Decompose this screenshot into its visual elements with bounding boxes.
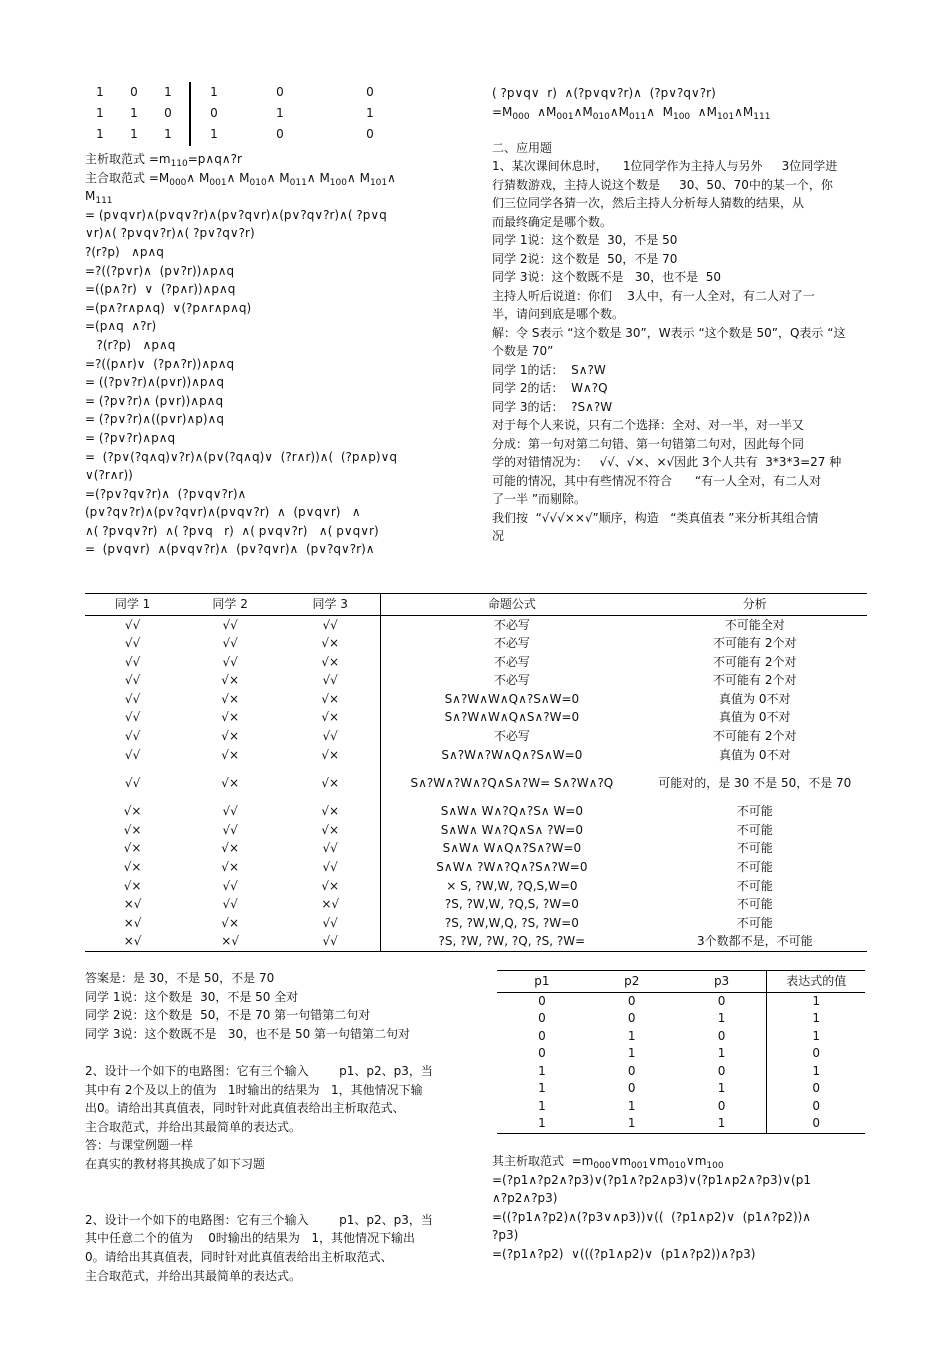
table-cell: 不可能 — [736, 878, 773, 893]
table-cell: 0 — [627, 1063, 636, 1078]
table-cell: 0 — [677, 992, 767, 1010]
table-cell: 1 — [627, 1028, 636, 1043]
table-cell: √× — [123, 878, 142, 893]
table-cell: √√ — [280, 615, 381, 634]
table-cell: √× — [123, 841, 142, 856]
table-cell: √√ — [280, 727, 381, 746]
table-row — [85, 82, 425, 103]
table-cell: 1 — [538, 1098, 546, 1113]
table-cell: √× — [221, 860, 239, 875]
table-cell: √× — [280, 821, 381, 840]
table-cell: √√ — [124, 673, 141, 688]
table-cell: 1 — [677, 1115, 767, 1133]
table-cell: 不必写 — [493, 673, 530, 688]
table-cell: 1 — [497, 1115, 587, 1133]
text-line: ∧( ?p∨q∨?r) ∧( ?p∨q r) ∧( p∨q∨?r) ∧( p∨q∨r) — [85, 523, 379, 538]
text-line: 可能的情况，其中有些情况不符合 “有一人全对，有二人对 — [492, 473, 822, 488]
table-row — [497, 1080, 865, 1098]
table-divider — [189, 82, 191, 146]
table-cell: 1 — [164, 85, 172, 100]
table-cell: ?S, ?W,W,Q, ?S, ?W=0 — [444, 915, 579, 930]
right-column-text — [492, 84, 872, 546]
text-line: 2、设计一个如下的电路图：它有三个输入 p1、p2、p3，当 — [85, 1063, 433, 1078]
text-line: 其中有 2个及以上的值为 1时输出的结果为 1，其他情况下输 — [85, 1082, 423, 1097]
column-header: p3 — [677, 971, 767, 993]
table-cell: √× — [221, 710, 239, 725]
table-cell: 0 — [767, 1115, 865, 1133]
table-row — [85, 653, 867, 672]
text-line: 同学 3的话： ?S∧?W — [492, 399, 613, 414]
table-cell: 1 — [130, 106, 138, 121]
text-line: =((?p1∧?p2)∧(?p3∨∧p3))∨(( (?p1∧p2)∨ (p1∧?p2))∧ — [492, 1209, 812, 1224]
table-cell: √√ — [222, 897, 238, 912]
text-line: 其中任意二个的值为 0时输出的结果为 1，其他情况下输出 — [85, 1231, 415, 1246]
table-cell: 真值为 0不对 — [719, 747, 791, 762]
text-line: (p∨?q∨?r)∧(p∨?q∨r)∧(p∨q∨?r) ∧ (p∨q∨r) ∧ — [85, 505, 361, 520]
text-line: 同学 2说：这个数是 50，不是 70 — [492, 251, 678, 266]
table-cell: 不可能 — [736, 804, 773, 819]
table-cell: 1 — [366, 106, 374, 121]
table-row — [497, 1115, 865, 1133]
table-cell: 0 — [538, 1046, 546, 1060]
table-cell: S∧?W∧?W∧Q∧?S∧W=0 — [441, 747, 583, 762]
table-row — [497, 1045, 865, 1063]
table-cell: √√ — [280, 671, 381, 690]
table-cell: 0 — [627, 1081, 636, 1095]
table-row — [85, 839, 867, 858]
table-cell: 1 — [538, 1063, 546, 1078]
table-row — [85, 727, 867, 746]
table-cell: S∧W∧ ?W∧?Q∧?S∧?W=0 — [436, 860, 588, 875]
text-line: =((p∧?r) ∨ (?p∧r))∧p∧q — [85, 282, 236, 297]
text-line: 2、设计一个如下的电路图：它有三个输入 p1、p2、p3，当 — [85, 1212, 433, 1227]
table-cell: ×√ — [123, 897, 142, 912]
table-cell: 不可能有 2个对 — [713, 729, 797, 744]
text-line: = ((?p∨?r)∧(p∨r))∧p∧q — [85, 375, 224, 390]
text-line: 们三位同学各猜一次，然后主持人分析每人猜数的结果，从 — [492, 196, 805, 210]
text-line: $M_{111}$ — [85, 189, 113, 207]
table-cell: √× — [280, 764, 381, 802]
table-cell: √× — [221, 673, 239, 688]
table-row — [85, 690, 867, 709]
table-cell: √× — [221, 729, 239, 744]
table-cell: S∧W∧ W∧?Q∧?S∧ W=0 — [440, 804, 583, 819]
table-cell: √× — [280, 746, 381, 765]
table-cell: √√ — [124, 747, 141, 762]
table-row — [85, 802, 867, 821]
table-cell: 不可能全对 — [724, 617, 785, 632]
text-line: ?p3) — [492, 1228, 519, 1242]
table-cell: 0 — [366, 85, 374, 100]
column-header: 表达式的值 — [767, 971, 865, 993]
text-line — [85, 1192, 465, 1211]
table-cell: 0 — [812, 1098, 821, 1113]
text-line: 对于每个人来说，只有二个选择：全对、对一半，对一半又 — [492, 418, 805, 432]
table-cell: 1 — [677, 1010, 767, 1028]
text-line: 主持人听后说道：你们 3人中，有一人全对，有二人对了一 — [492, 288, 815, 303]
table-cell: 0 — [627, 993, 636, 1008]
table-cell: √√ — [222, 654, 238, 669]
table-cell: √× — [221, 915, 239, 930]
table-cell: 1 — [812, 1063, 821, 1078]
column-header: 同学 1 — [85, 594, 180, 616]
table-cell: 不必写 — [493, 636, 530, 651]
text-line: 况 — [492, 529, 505, 543]
table-cell: 不可能有 2个对 — [713, 636, 797, 651]
text-line: =(p∧?r∧p∧q) ∨(?p∧r∧p∧q) — [85, 300, 252, 315]
text-line: = (p∨q∨r) ∧(p∨q∨?r)∧ (p∨?q∨r)∧ (p∨?q∨?r)∧ — [85, 542, 375, 557]
left-column-derivation — [85, 150, 465, 559]
table-cell: √√ — [124, 636, 141, 651]
text-line: = (?p∨(?q∧q)∨?r)∧(p∨(?q∧q)∨ (?r∧r))∧( (?p∧p)∨q — [85, 449, 397, 464]
table-row — [85, 671, 867, 690]
table-row — [497, 1063, 865, 1081]
table-cell: 不可能 — [736, 897, 773, 912]
table-cell: 0 — [677, 1098, 767, 1116]
text-line: ?(r?p) ∧p∧q — [85, 337, 176, 352]
column-header: p2 — [587, 971, 677, 993]
text-line: 答：与课堂例题一样 — [85, 1138, 194, 1153]
table-cell: 1 — [677, 1080, 767, 1098]
text-line: 同学 3说：这个数既不是 30，也不是 50 — [492, 270, 722, 284]
table-cell: 1 — [627, 1046, 636, 1060]
text-line: 行猜数游戏，主持人说这个数是 30、50、70中的某一个，你 — [492, 177, 833, 192]
table-cell: 不必写 — [493, 729, 530, 744]
text-line: 主合取范式，并给出其最简单的表达式。 — [85, 1119, 302, 1134]
table-cell: 1 — [812, 1011, 821, 1025]
table-cell: 1 — [210, 85, 218, 100]
table-cell: 1 — [96, 127, 104, 142]
table-row — [85, 877, 867, 896]
table-cell: 1 — [812, 1028, 821, 1043]
table-row — [497, 1028, 865, 1046]
table-cell: 1 — [627, 1098, 636, 1113]
table-cell: 0 — [210, 106, 218, 121]
table-row — [85, 634, 867, 653]
text-line: =?((p∧r)∨ (?p∧?r))∧p∧q — [85, 356, 235, 371]
column-header: p1 — [497, 971, 587, 993]
text-line: =(?p∨?q∨?r)∧ (?p∨q∨?r)∧ — [85, 486, 247, 501]
table-row — [85, 103, 425, 124]
dnf-derivation — [492, 1152, 872, 1263]
table-cell: 0 — [366, 127, 374, 142]
table-cell: ×√ — [280, 895, 381, 914]
table-cell: √× — [123, 804, 142, 819]
text-line: 同学 1说：这个数是 30，不是 50 — [492, 233, 678, 247]
table-row — [85, 914, 867, 933]
table-cell: S∧W∧ W∧Q∧?S∧?W=0 — [442, 841, 582, 856]
text-line: 了一半 ”而剔除。 — [492, 492, 587, 506]
text-line: 同学 1的话： S∧?W — [492, 362, 606, 377]
text-line: = (p∨q∨r)∧(p∨q∨?r)∧(p∨?q∨r)∧(p∨?q∨?r)∧( ?p∨q — [85, 207, 387, 222]
text-line: 出0。请给出其真值表，同时针对此真值表给出主析取范式、 — [85, 1101, 405, 1116]
text-line: 1、某次课间休息时， 1位同学作为主持人与另外 3位同学进 — [492, 159, 838, 173]
table-cell: 0 — [677, 1063, 767, 1081]
table-cell: ×√ — [123, 915, 142, 930]
table-row — [85, 821, 867, 840]
text-line: 同学 3说：这个数既不是 30，也不是 50 第一句错第二句对 — [85, 1026, 411, 1041]
text-line: =(p∧q ∧?r) — [85, 319, 157, 334]
table-cell: 1 — [677, 1045, 767, 1063]
column-header: 同学 2 — [180, 594, 280, 616]
table-cell: 1 — [164, 127, 172, 142]
table-cell: 0 — [812, 1046, 821, 1060]
text-line: 二、应用题 — [492, 140, 553, 155]
text-line: 主合取范式，并给出其最简单的表达式。 — [85, 1268, 302, 1283]
table-cell: √√ — [222, 636, 238, 651]
column-header: 分析 — [643, 594, 867, 616]
table-cell: √× — [123, 860, 142, 875]
table-row — [497, 1098, 865, 1116]
text-line: 个数是 70” — [492, 344, 554, 358]
table-cell: 3个数都不是，不可能 — [643, 932, 867, 951]
table-cell: ?S, ?W,W, ?Q,S, ?W=0 — [444, 897, 579, 912]
table-cell: 0 — [677, 1028, 767, 1046]
table-row — [85, 858, 867, 877]
table-cell: √√ — [222, 804, 238, 819]
table-cell: ×√ — [85, 932, 180, 951]
column-header: 同学 3 — [280, 594, 381, 616]
table-cell: √× — [221, 841, 239, 856]
text-line: = (?p∨?r)∧((p∨r)∧p)∧q — [85, 412, 224, 427]
table-cell: 1 — [130, 127, 138, 142]
table-cell: 0 — [812, 1081, 821, 1095]
text-line: $=M_{000}$ $\wedge M_{001}\wedge M_{010}\wedge M_{011}\wedge$ $M_{100}$ $\wedge M_{101}\wedge M_{111}$ — [492, 104, 771, 122]
table-cell: √× — [280, 653, 381, 672]
table-cell: 真值为 0不对 — [719, 710, 791, 725]
table-row — [85, 615, 867, 634]
table-cell: 1 — [538, 1081, 546, 1095]
table-cell: 0 — [627, 1011, 636, 1025]
table-cell: ×√ — [180, 932, 280, 951]
text-line: 我们按 “√√√××√”顺序，构造 “类真值表 ”来分析其组合情 — [492, 510, 819, 525]
table-cell: S∧?W∧W∧Q∧?S∧W=0 — [444, 691, 580, 706]
table-cell: √√ — [124, 775, 141, 790]
table-cell: 0 — [276, 127, 284, 142]
circuit-truth-table — [497, 970, 865, 1134]
table-cell: 1 — [587, 1115, 677, 1133]
text-line: ∨(?r∧r)) — [85, 468, 133, 483]
text-line: ( ?p∨q∨ r) ∧(?p∨q∨?r)∧ (?p∨?q∨?r) — [492, 86, 716, 100]
analysis-table — [85, 593, 867, 952]
table-row — [85, 124, 425, 145]
text-line — [85, 1174, 465, 1193]
text-line: 学的对错情况为： √√、√×、×√因此 3个人共有 3*3*3=27 种 — [492, 455, 842, 469]
table-cell: √× — [221, 691, 239, 706]
table-cell: √√ — [280, 932, 381, 951]
text-line: 而最终确定是哪个数。 — [492, 214, 613, 229]
table-cell: 0 — [538, 1028, 546, 1043]
table-cell: √√ — [222, 617, 238, 632]
text-line: = (?p∨?r)∧p∧q — [85, 430, 176, 445]
text-line: = (?p∨?r)∧ (p∨r))∧p∧q — [85, 393, 224, 408]
text-line: ∨r)∧( ?p∨q∨?r)∧( ?p∨?q∨?r) — [85, 226, 255, 241]
column-header: 命题公式 — [381, 594, 643, 616]
text-line: 同学 2说：这个数是 50，不是 70 第一句错第二句对 — [85, 1008, 371, 1023]
table-cell: 不可能 — [736, 822, 773, 837]
table-cell: 不可能 — [736, 841, 773, 856]
text-line — [85, 1043, 465, 1062]
table-cell: √√ — [124, 710, 141, 725]
table-cell: √× — [280, 634, 381, 653]
text-line: 解：令 S表示 “这个数是 30”，W表示 “这个数是 50”，Q表示 “这 — [492, 325, 846, 340]
text-line: 同学 2的话： W∧?Q — [492, 381, 608, 395]
table-cell: 1 — [96, 85, 104, 100]
text-line: ?(r?p) ∧p∧q — [85, 244, 164, 259]
table-cell: √√ — [124, 617, 141, 632]
table-cell: 0 — [538, 1011, 546, 1025]
table-cell: √× — [280, 877, 381, 896]
table-cell: √√ — [124, 729, 141, 744]
table-cell: 0 — [130, 85, 138, 100]
table-cell: √√ — [124, 691, 141, 706]
table-cell: 1 — [276, 106, 284, 121]
table-cell: 不可能有 2个对 — [713, 673, 797, 688]
table-cell: √√ — [222, 878, 238, 893]
table-cell: 不必写 — [493, 654, 530, 669]
table-cell: S∧W∧ W∧?Q∧S∧ ?W=0 — [440, 822, 583, 837]
text-line: 其主析取范式 $=m_{000}\vee m_{001}\vee m_{010}\vee m_{100}$ — [492, 1154, 724, 1171]
text-line: 同学 1说：这个数是 30，不是 50 全对 — [85, 989, 299, 1004]
text-line: =(?p1∧?p2) ∨(((?p1∧p2)∨ (p1∧?p2))∧?p3) — [492, 1246, 756, 1261]
table-cell: 不可能 — [736, 860, 773, 875]
text-line: =?((?p∨r)∧ (p∨?r))∧p∧q — [85, 263, 235, 278]
text-line: 主合取范式 $=M_{000}\wedge$ $M_{001}\wedge$ $M_{010}\wedge$ $M_{011}\wedge$ $M_{100}\wedge$ $M_{101}\wedge$ — [85, 170, 396, 188]
table-row — [85, 746, 867, 765]
table-cell: √√ — [124, 654, 141, 669]
table-cell: √× — [221, 747, 239, 762]
table-cell: 不可能有 2个对 — [713, 654, 797, 669]
table-cell: × S, ?W,W, ?Q,S,W=0 — [446, 878, 578, 893]
table-cell: √√ — [280, 914, 381, 933]
text-line: ∧?p2∧?p3) — [492, 1191, 558, 1205]
table-cell: √√ — [222, 822, 238, 837]
text-line: 分成：第一句对第二句错、第一句错第二句对，因此每个同 — [492, 436, 805, 451]
table-cell: √× — [280, 802, 381, 821]
table-cell: √√ — [280, 839, 381, 858]
table-cell: √× — [221, 775, 239, 790]
table-row — [85, 708, 867, 727]
table-cell: S∧?W∧W∧Q∧S∧?W=0 — [444, 710, 580, 725]
table-cell: √√ — [280, 858, 381, 877]
table-row — [497, 992, 865, 1010]
table-cell: 1 — [210, 127, 218, 142]
table-cell: ?S, ?W, ?W, ?Q, ?S, ?W= — [381, 932, 643, 951]
table-row — [497, 1010, 865, 1028]
table-cell: S∧?W∧?W∧?Q∧S∧?W= S∧?W∧?Q — [410, 775, 614, 790]
table-row — [85, 764, 867, 802]
text-line: 主析取范式 $=m_{110}=p\wedge q\wedge?r$ — [85, 152, 242, 169]
text-line: =(?p1∧?p2∧?p3)∨(?p1∧?p2∧p3)∨(?p1∧p2∧?p3)∨(p1 — [492, 1172, 811, 1187]
table-row — [85, 895, 867, 914]
table-cell: √× — [280, 708, 381, 727]
table-cell: 0 — [538, 993, 546, 1008]
table-cell: 0 — [276, 85, 284, 100]
table-cell: 0 — [164, 106, 172, 121]
table-cell: 不可能 — [736, 915, 773, 930]
table-cell: 1 — [812, 993, 821, 1008]
table-cell: 不必写 — [493, 617, 530, 632]
table-row — [85, 932, 867, 951]
table-cell: 1 — [96, 106, 104, 121]
answer-section — [85, 969, 465, 1285]
text-line: 在真实的教材将其换成了如下习题 — [85, 1156, 266, 1171]
table-cell: √× — [280, 690, 381, 709]
truth-table-fragment — [85, 82, 425, 145]
table-cell: 可能对的，是 30 不是 50，不是 70 — [658, 775, 852, 790]
text-line: 半，请问到底是哪个数。 — [492, 307, 625, 321]
table-cell: 真值为 0不对 — [719, 691, 791, 706]
table-cell: √× — [123, 822, 142, 837]
text-line: 答案是：是 30，不是 50，不是 70 — [85, 971, 275, 985]
text-line: 0。请给出其真值表，同时针对此真值表给出主析取范式、 — [85, 1249, 393, 1264]
